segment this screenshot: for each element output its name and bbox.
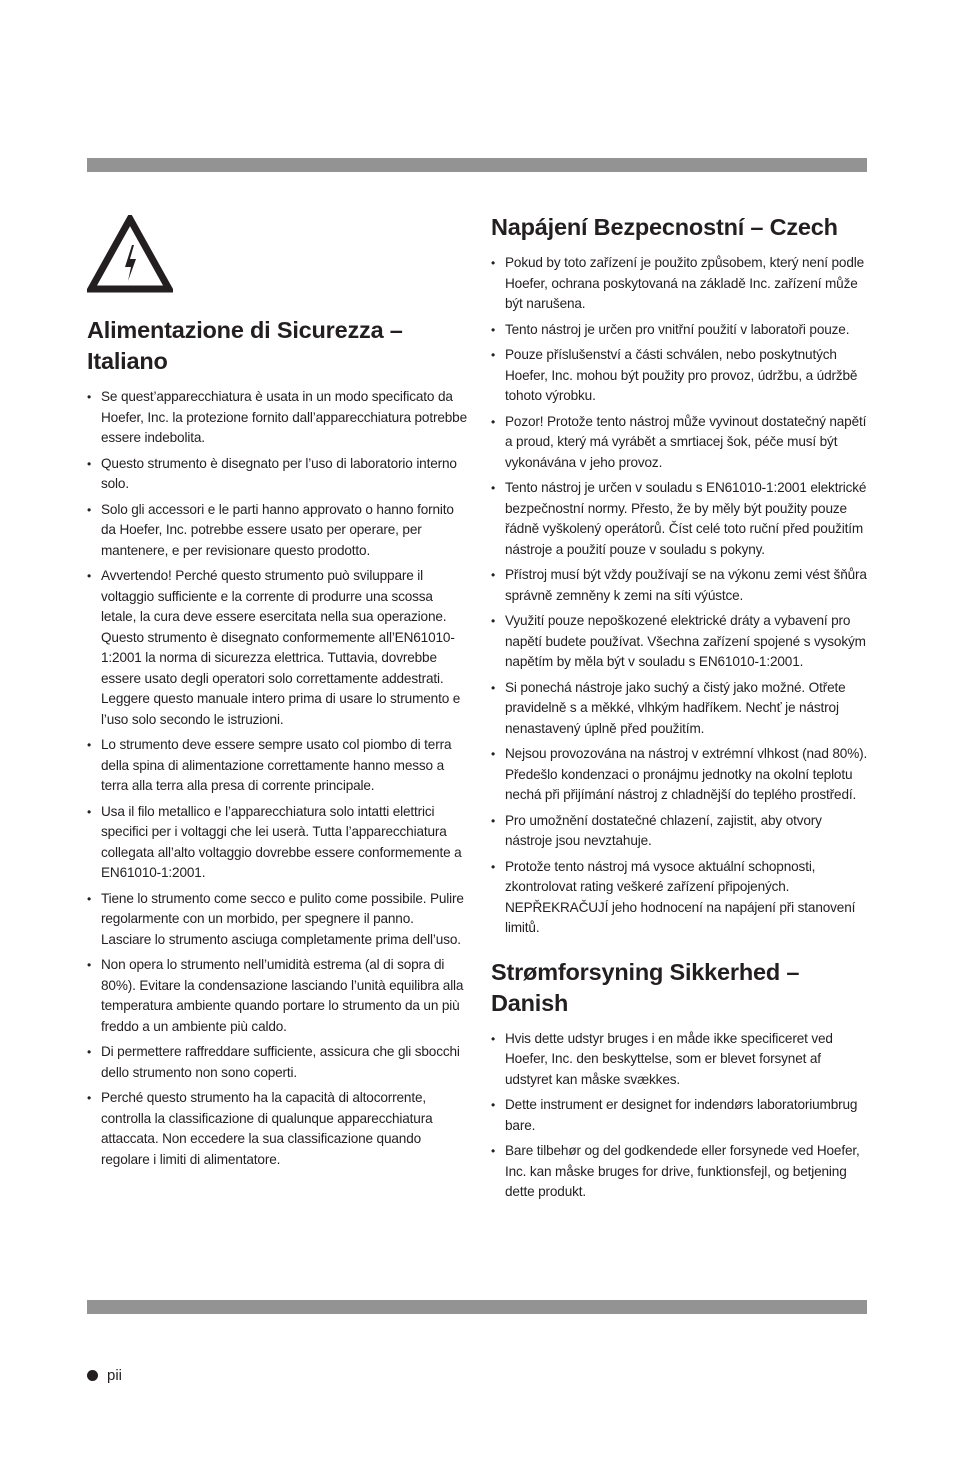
list-item: • Perché questo strumento ha la capacità di altocorrente, controlla la classificazione di qualunque apparecchiatura attaccata. Non eccedere la sua classificazione quando regolare i limiti di alimentatore.	[87, 1088, 467, 1170]
list-item: • Questo strumento è disegnato per l’uso di laboratorio interno solo.	[87, 454, 467, 495]
list-item: • Se quest’apparecchiatura è usata in un modo specificato da Hoefer, Inc. la protezione fornito dall’apparecchiatura potrebbe essere indebolita.	[87, 387, 467, 449]
list-item: • Využití pouze nepoškozené elektrické dráty a vybavení pro napětí budete používat. Všechna zařízení spojené s vysokým napětím by měla být v souladu s EN61010-1:2001.	[491, 611, 871, 673]
danish-heading: Strømforsyning Sikkerhed – Danish	[491, 958, 800, 1016]
italian-heading: Alimentazione di Sicurezza – Italiano	[87, 317, 403, 374]
list-item: • Přístroj musí být vždy používají se na výkonu zemi vést šňůra správně zemněny k zemi na síti výústce.	[491, 565, 871, 606]
czech-list	[491, 253, 871, 939]
bottom-rule	[87, 1300, 867, 1314]
italian-list	[87, 387, 467, 1170]
czech-heading: Napájení Bezpecnostní – Czech	[491, 214, 838, 240]
list-item: • Pokud by toto zařízení je použito způsobem, který není podle Hoefer, ochrana poskytovaná na základě Inc. zařízení může být narušena.	[491, 253, 871, 315]
list-item: • Pro umožnění dostatečné chlazení, zajistit, aby otvory nástroje jsou nevztahuje.	[491, 811, 871, 852]
list-item: • Bare tilbehør og del godkendede eller forsynede ved Hoefer, Inc. kan måske bruges for drive, funktionsfejl, og betjening dette produkt.	[491, 1141, 871, 1203]
list-item: • Tiene lo strumento come secco e pulito come possibile. Pulire regolarmente con un morbido, per spegnere il panno. Lasciare lo strumento asciuga completamente prima dell’uso.	[87, 889, 467, 951]
bullet-dot-icon	[87, 1370, 98, 1381]
list-item: • Pouze příslušenství a části schválen, nebo poskytnutých Hoefer, Inc. mohou být použity pro provoz, údržbu, a údržbě tohoto výrobku.	[491, 345, 871, 407]
list-item: • Avvertendo! Perché questo strumento può sviluppare il voltaggio sufficiente e la corrente di produrre una scossa letale, la cura deve essere esercitata nella sua operazione. Questo strumento è disegnato conformemente all’EN61010-1:2001 la norma di sicurezza elettrica. Tuttavia, dovrebbe essere usato degli operatori solo correttamente addestrati. Leggere questo manuale intero prima di usare lo strumento e l’uso solo secondo le istruzioni.	[87, 566, 467, 730]
list-item: • Hvis dette udstyr bruges i en måde ikke specificeret ved Hoefer, Inc. den beskyttelse, som er blevet forsynet af udstyret kan måske svækkes.	[491, 1029, 871, 1091]
danish-list	[491, 1029, 871, 1203]
list-item: • Si ponechá nástroje jako suchý a čistý jako možné. Otřete pravidelně s a měkké, vlhkým hadříkem. Nechť je nástroj nenastavený úplně před použitím.	[491, 678, 871, 740]
top-rule	[87, 158, 867, 172]
list-item: • Usa il filo metallico e l’apparecchiatura solo intatti elettrici specifici per i voltaggi che lei userà. Tutta l’apparecchiatura collegata all’alto voltaggio dovrebbe essere conformemente a EN61010-1:2001.	[87, 802, 467, 884]
italian-section	[87, 210, 467, 1175]
list-item: • Di permettere raffreddare sufficiente, assicura che gli sbocchi dello strumento non sono coperti.	[87, 1042, 467, 1083]
right-column	[491, 210, 871, 1208]
page-footer	[87, 1367, 122, 1384]
page-number: pii	[107, 1367, 123, 1384]
list-item: • Solo gli accessori e le parti hanno approvato o hanno fornito da Hoefer, Inc. potrebbe essere usato per operare, per mantenere, e per revisionare questo prodotto.	[87, 500, 467, 562]
list-item: • Tento nástroj je určen pro vnitřní použití v laboratoři pouze.	[491, 320, 871, 341]
list-item: • Lo strumento deve essere sempre usato col piombo di terra della spina di alimentazione correttamente hanno messo a terra alla terra alla presa di corrente principale.	[87, 735, 467, 797]
high-voltage-warning-icon	[87, 215, 173, 293]
list-item: • Pozor! Protože tento nástroj může vyvinout dostatečný napětí a proud, který má vyrábět a smrtiacej šok, péče musí být vykonávána v jeho provoz.	[491, 412, 871, 474]
list-item: • Tento nástroj je určen v souladu s EN61010-1:2001 elektrické bezpečnostní normy. Přesto, že by měly být použity pouze řádně vyškolený operátorů. Číst celé toto ruční před použitím nástroje a použití pouze v souladu s pokyny.	[491, 478, 871, 560]
list-item: • Non opera lo strumento nell’umidità estrema (al di sopra di 80%). Evitare la condensazione lasciando l’unità equilibra alla temperatura ambiente quando portare lo strumento da un più freddo a un ambiente più caldo.	[87, 955, 467, 1037]
list-item: • Nejsou provozována na nástroj v extrémní vlhkost (nad 80%). Předešlo kondenzaci o pronájmu jednotky na okolní teplotu nechá při přijímání nástroj z chladnější do teplého prostředí.	[491, 744, 871, 806]
list-item: • Dette instrument er designet for indendørs laboratoriumbrug bare.	[491, 1095, 871, 1136]
list-item: • Protože tento nástroj má vysoce aktuální schopnosti, zkontrolovat rating veškeré zařízení připojených. NEPŘEKRAČUJÍ jeho hodnocení na napájení při stanovení limitů.	[491, 857, 871, 939]
